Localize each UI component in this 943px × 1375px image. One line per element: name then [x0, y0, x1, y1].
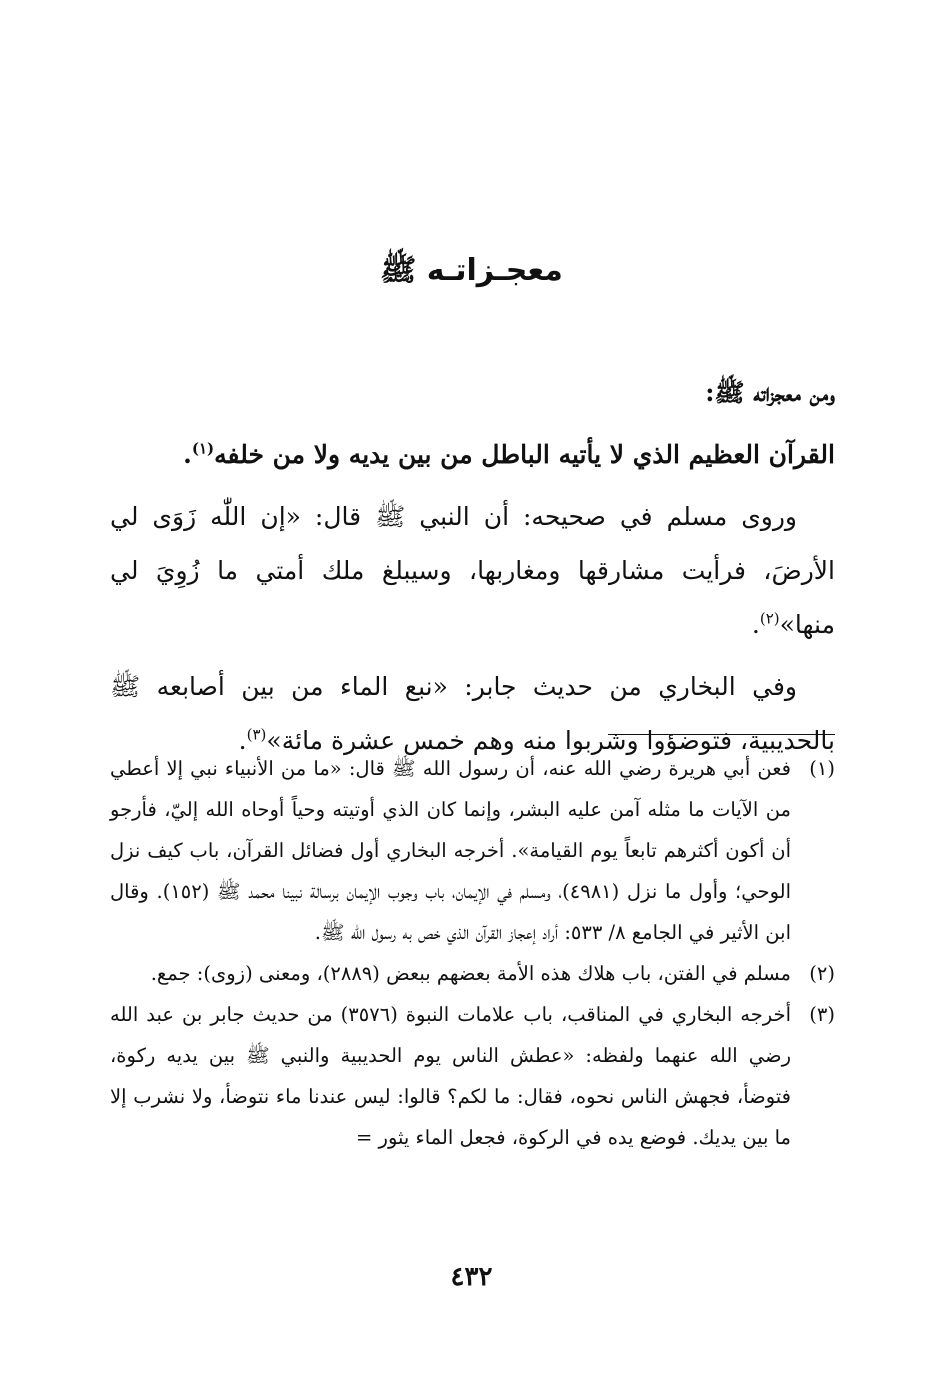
- paragraph-bukhari: وفي البخاري من حديث جابر: «نبع الماء من بين أصابعه ﷺ بالحديبية، فتوضؤوا وشربوا منه وهم خمس عشرة مائة»$^{(٣)}$.: [110, 672, 835, 755]
- footnote-text: مسلم في الفتن، باب هلاك هذه الأمة بعضهم ببعض (٢٨٨٩)، ومعنى (زوى): جمع.: [150, 962, 791, 985]
- footnote-text: فعن أبي هريرة رضي الله عنه، أن رسول الله ﷺ قال: «ما من الأنبياء نبي إلا أعطي من الآيات ما مثله آمن عليه البشر، وإنما كان الذي أوتيته وحياً أوحاه الله إليّ، فأرجو أن أكون أكثرهم تابعاً يوم القيامة». أخرجه البخاري أول فضائل القرآن، باب كيف نزل الوحي؛ وأول ما نزل (٤٩٨١)، ومسلم في الإيمان، باب وجوب الإيمان برسالة نبينا محمد ﷺ (١٥٢). وقال ابن الأثير في الجامع ٨/ ٥٣٣: أراد إعجاز القرآن الذي خص به رسول الله ﷺ.: [110, 757, 791, 944]
- main-text: [110, 366, 835, 776]
- footnote-ref-1[interactable]: (١): [191, 439, 215, 458]
- paragraph-bukhari-text: وفي البخاري من حديث جابر: «نبع الماء من بين أصابعه ﷺ بالحديبية، فتوضؤوا وشربوا منه وهم خمس عشرة مائة»: [110, 672, 835, 755]
- footnote-2: [110, 953, 835, 994]
- footnote-number: (٣): [809, 1003, 835, 1026]
- paragraph-muslim-text: وروى مسلم في صحيحه: أن النبي ﷺ قال: «إن اللّٰه زَوَى لي الأرضَ، فرأيت مشارقها ومغاربها، وسيبلغ ملك أمتي ما زُوِيَ لي منها»: [110, 502, 835, 639]
- footnote-1: [110, 748, 835, 953]
- footnote-text: أخرجه البخاري في المناقب، باب علامات النبوة (٣٥٧٦) من حديث جابر بن عبد الله رضي الله عنهما ولفظه: «عطش الناس يوم الحديبية والنبي ﷺ بين يديه ركوة، فتوضأ، فجهش الناس نحوه، فقال: ما لكم؟ قالوا: ليس عندنا ماء نتوضأ، ولا نشرب إلا ما بين يديك. فوضع يده في الركوة، فجعل الماء يثور =: [110, 1003, 791, 1149]
- paragraph-quran: القرآن العظيم الذي لا يأتيه الباطل من بين يديه ولا من خلفه$^{(١)}$.: [183, 439, 835, 469]
- footnote-divider: [608, 734, 835, 735]
- intro-text: ومن معجزاته ﷺ:: [705, 378, 835, 407]
- footnote-ref-2[interactable]: (٢): [759, 609, 780, 628]
- paragraph-muslim: وروى مسلم في صحيحه: أن النبي ﷺ قال: «إن اللّٰه زَوَى لي الأرضَ، فرأيت مشارقها ومغاربها، وسيبلغ ملك أمتي ما زُوِيَ لي منها»$^{(٢)}$.: [110, 502, 835, 639]
- intro-line: [110, 366, 835, 420]
- page-number: ٤٣٢: [450, 1262, 493, 1292]
- footnote-number: (١): [809, 757, 835, 780]
- footnote-3: [110, 994, 835, 1158]
- chapter-title: معجـزاتـه ﷺ: [380, 253, 563, 288]
- footnotes: [110, 748, 835, 1158]
- paragraph-quran-text: القرآن العظيم الذي لا يأتيه الباطل من بين يديه ولا من خلفه: [214, 440, 835, 469]
- footnote-ref-3[interactable]: (٣): [246, 725, 267, 744]
- footnote-number: (٢): [809, 962, 835, 985]
